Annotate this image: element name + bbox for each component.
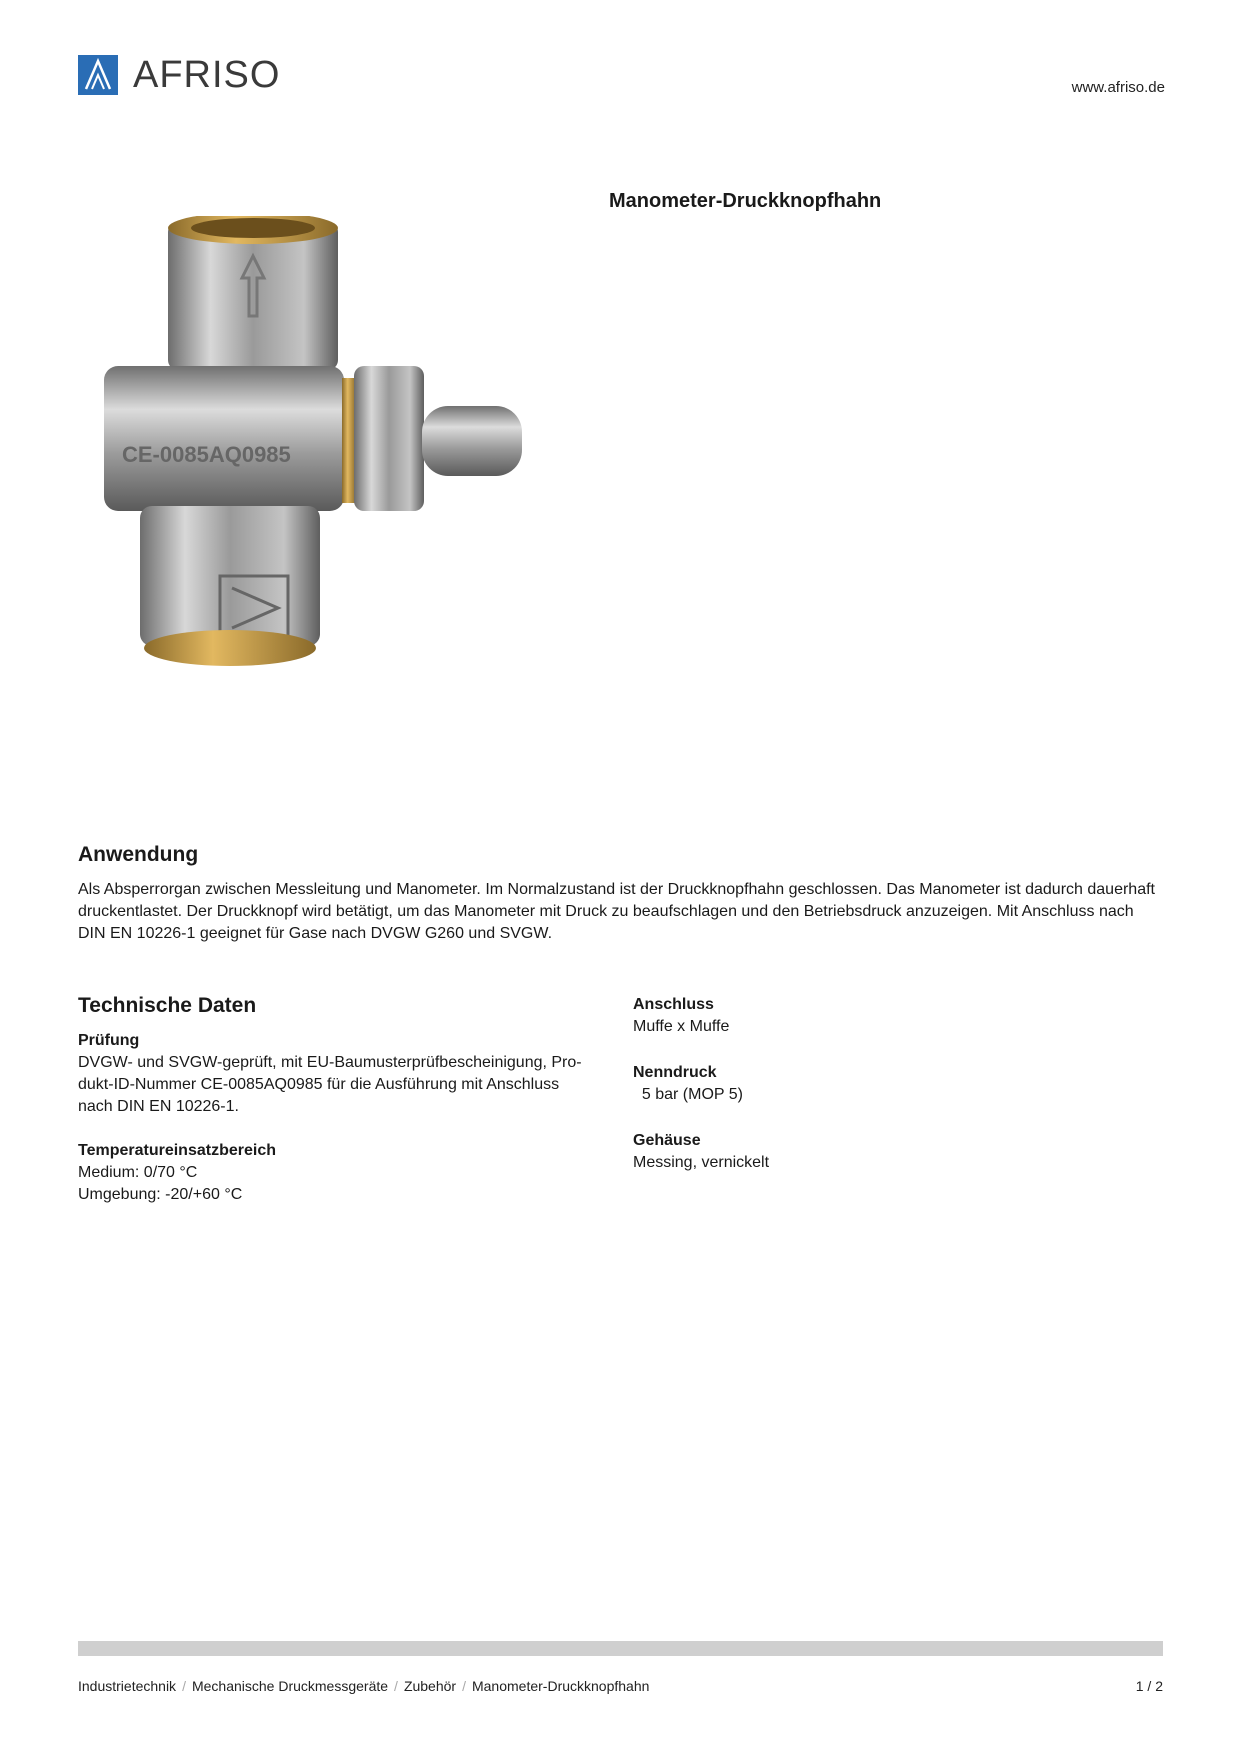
breadcrumb-item-druckmessgeraete[interactable]: Mechanische Druckmessgeräte (191, 1678, 389, 1694)
website-link[interactable]: www.afriso.de (1071, 79, 1165, 96)
breadcrumb-item-current: Manometer-Druckknopfhahn (471, 1678, 650, 1694)
breadcrumb-separator: / (394, 1678, 398, 1694)
product-image (92, 216, 572, 756)
breadcrumb-item-industrietechnik[interactable]: Industrietechnik (78, 1678, 177, 1694)
logo-text: AFRISO (133, 54, 281, 96)
afriso-logo (78, 54, 280, 96)
anschluss-label: Anschluss (633, 996, 714, 1013)
gehaeuse-value: Messing, vernickelt (633, 1154, 770, 1171)
technische-daten-heading: Technische Daten (78, 994, 257, 1017)
breadcrumb-separator: / (462, 1678, 466, 1694)
product-image-marking: CE-0085AQ0985 (122, 442, 291, 467)
footer (78, 1678, 1163, 1694)
product-title: Manometer-Druckknopfhahn (609, 190, 882, 212)
technische-daten-section (78, 994, 613, 1206)
technische-daten-right-column (633, 994, 1153, 1174)
breadcrumb-separator: / (182, 1678, 186, 1694)
nenndruck-label: Nenndruck (633, 1064, 717, 1081)
anwendung-text: Als Absperrorgan zwischen Messleitung und Manometer. Im Normalzustand ist der Druckknopfhahn geschlossen. Das Manometer ist dadurch dauerhaft druckentlastet. Der Druckknopf wird betätigt, um das Manometer mit Druck zu beaufschlagen und den Betriebsdruck anzuzeigen. Mit Anschluss nach DIN EN 10226-1 geeignet für Gase nach DVGW G260 und SVGW. (78, 881, 1155, 942)
pruefung-label: Prüfung (78, 1032, 140, 1049)
pruefung-field (78, 1030, 613, 1118)
nenndruck-field (633, 1062, 1153, 1106)
afriso-logo-icon (78, 55, 118, 95)
page-number: 1 / 2 (1135, 1678, 1163, 1694)
anwendung-heading: Anwendung (78, 843, 199, 866)
gehaeuse-label: Gehäuse (633, 1132, 701, 1149)
anwendung-section (78, 843, 1163, 945)
breadcrumb-item-zubehoer[interactable]: Zubehör (403, 1678, 457, 1694)
temperatur-value: Medium: 0/70 °C Umgebung: -20/+60 °C (78, 1164, 243, 1203)
breadcrumb (78, 1678, 649, 1694)
anschluss-field (633, 994, 1153, 1038)
pruefung-value: DVGW- und SVGW-geprüft, mit EU-Baumusterprüfbescheinigung, Pro- dukt-ID-Nummer CE-0085AQ0985 für die Ausführung mit Anschluss nach DIN EN 10226-1. (78, 1054, 582, 1115)
nenndruck-value: 5 bar (MOP 5) (633, 1086, 743, 1103)
anschluss-value: Muffe x Muffe (633, 1018, 730, 1035)
temperatur-label: Temperatureinsatzbereich (78, 1142, 276, 1159)
temperatur-field (78, 1140, 613, 1206)
gehaeuse-field (633, 1130, 1153, 1174)
footer-divider-bar (78, 1641, 1163, 1656)
